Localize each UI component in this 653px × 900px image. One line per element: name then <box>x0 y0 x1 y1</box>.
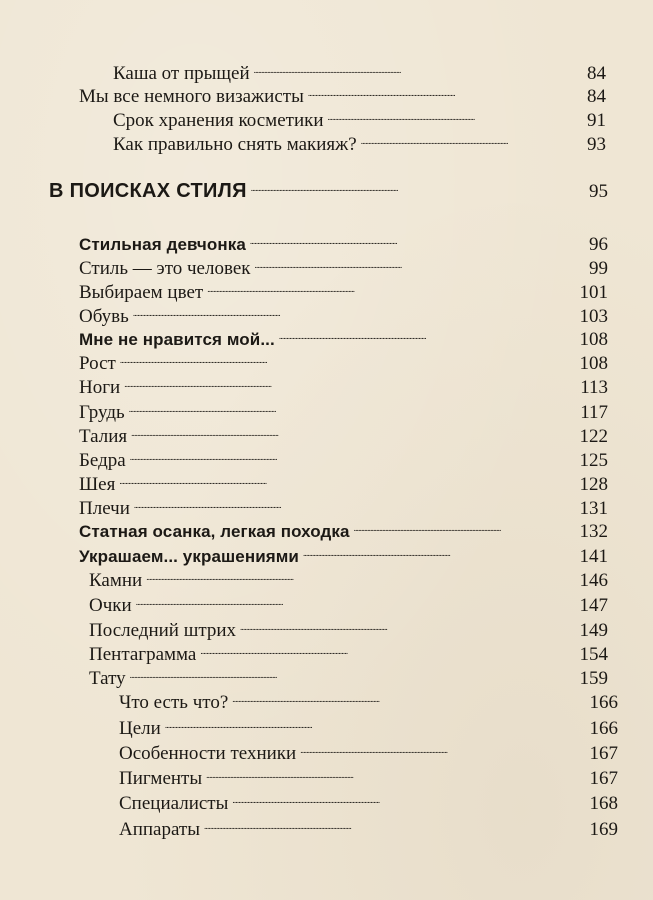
toc-entry-title: Пигменты <box>119 768 203 789</box>
dot-leader <box>119 468 576 490</box>
dot-leader <box>361 128 584 150</box>
toc-entry-title: Бедра <box>79 450 126 471</box>
toc-entry-page: 108 <box>579 353 608 374</box>
dot-leader <box>124 371 577 393</box>
toc-entry-page: 93 <box>587 134 606 155</box>
toc-entry <box>79 371 608 399</box>
toc-entry-page: 149 <box>579 620 608 641</box>
toc-entry-page: 166 <box>589 718 618 739</box>
toc-entry-title: Шея <box>79 474 116 495</box>
dot-leader <box>129 396 578 418</box>
toc-entry <box>119 787 618 815</box>
toc-entry-page: 122 <box>579 426 608 447</box>
dot-leader <box>303 540 577 562</box>
toc-entry <box>89 589 608 617</box>
dot-leader <box>251 175 586 197</box>
dot-leader <box>146 564 576 586</box>
toc-chapter-title: Статная осанка, легкая походка <box>79 522 350 541</box>
toc-entry-page: 101 <box>579 282 608 303</box>
dot-leader <box>354 515 577 537</box>
toc-entry-page: 128 <box>579 474 608 495</box>
toc-entry-title: Аппараты <box>119 819 201 840</box>
dot-leader <box>120 347 577 369</box>
toc-entry-page: 146 <box>579 570 608 591</box>
toc-entry-page: 125 <box>579 450 608 471</box>
toc-entry-page: 132 <box>579 521 608 542</box>
dot-leader <box>328 104 584 126</box>
toc-entry-page: 167 <box>589 768 618 789</box>
toc-entry-title: Грудь <box>79 402 125 423</box>
toc-entry-title: Очки <box>89 595 132 616</box>
toc-entry-title: Мы все немного визажисты <box>79 86 304 107</box>
toc-entry-title: Срок хранения косметики <box>113 110 324 131</box>
toc-entry-page: 147 <box>579 595 608 616</box>
dot-leader <box>130 444 577 466</box>
toc-entry-title: Последний штрих <box>89 620 237 641</box>
toc-entry <box>119 712 618 740</box>
dot-leader <box>232 787 586 809</box>
dot-leader <box>308 80 584 102</box>
dot-leader <box>200 638 576 660</box>
dot-leader <box>254 57 584 79</box>
toc-entry-page: 108 <box>579 329 608 350</box>
toc-entry-title: Ноги <box>79 377 121 398</box>
toc-entry-page: 167 <box>589 743 618 764</box>
toc-entry-page: 154 <box>579 644 608 665</box>
dot-leader <box>204 813 586 835</box>
dot-leader <box>131 420 576 442</box>
toc-entry-page: 91 <box>587 110 606 131</box>
toc-entry-page: 84 <box>587 63 606 84</box>
toc-entry-page: 95 <box>589 181 608 202</box>
toc-chapter-title: Стильная девчонка <box>79 235 246 254</box>
toc-entry-title: Плечи <box>79 498 130 519</box>
toc-entry-page: 141 <box>579 546 608 567</box>
dot-leader <box>207 276 576 298</box>
toc-entry-title: Камни <box>89 570 143 591</box>
toc-entry-page: 159 <box>579 668 608 689</box>
toc-section-title: В ПОИСКАХ СТИЛЯ <box>49 180 247 202</box>
toc-entry <box>119 737 618 765</box>
dot-leader <box>250 228 586 250</box>
dot-leader <box>165 712 587 734</box>
toc-entry-title: Стиль — это человек <box>79 258 251 279</box>
dot-leader <box>133 300 577 322</box>
toc-entry-title: Каша от прыщей <box>113 63 250 84</box>
toc-entry-page: 117 <box>580 402 608 423</box>
toc-entry-title: Рост <box>79 353 116 374</box>
toc-entry-title: Как правильно снять макияж? <box>113 134 357 155</box>
toc-entry-title: Талия <box>79 426 128 447</box>
dot-leader <box>255 252 587 274</box>
toc-entry-page: 96 <box>589 234 608 255</box>
toc-entry-page: 103 <box>579 306 608 327</box>
toc-entry-page: 131 <box>579 498 608 519</box>
toc-entry-title: Что есть что? <box>119 692 229 713</box>
toc-entry-page: 166 <box>589 692 618 713</box>
toc-entry <box>89 564 608 592</box>
toc-entry <box>119 686 618 714</box>
dot-leader <box>136 589 577 611</box>
toc-entry-page: 169 <box>589 819 618 840</box>
toc-entry <box>119 813 618 841</box>
dot-leader <box>300 737 586 759</box>
toc-entry-page: 113 <box>580 377 608 398</box>
toc-entry-title: Специалисты <box>119 793 229 814</box>
dot-leader <box>240 614 576 636</box>
toc-chapter-title: Украшаем... украшениями <box>79 547 299 566</box>
toc-chapter-entry <box>79 515 608 543</box>
toc-entry-title: Пентаграмма <box>89 644 197 665</box>
toc-entry-title: Особенности техники <box>119 743 297 764</box>
toc-chapter-title: Мне не нравится мой... <box>79 330 275 349</box>
dot-leader <box>232 686 586 708</box>
toc-entry <box>113 128 606 156</box>
toc-entry <box>119 762 618 790</box>
toc-entry-page: 99 <box>589 258 608 279</box>
toc-entry-title: Обувь <box>79 306 129 327</box>
dot-leader <box>134 492 577 514</box>
dot-leader <box>130 662 577 684</box>
toc-entry-page: 168 <box>589 793 618 814</box>
toc-entry-page: 84 <box>587 86 606 107</box>
dot-leader <box>279 323 577 345</box>
toc-entry-title: Тату <box>89 668 126 689</box>
toc-entry-title: Цели <box>119 718 161 739</box>
toc-section-entry <box>49 175 608 203</box>
dot-leader <box>206 762 586 784</box>
toc-entry-title: Выбираем цвет <box>79 282 204 303</box>
